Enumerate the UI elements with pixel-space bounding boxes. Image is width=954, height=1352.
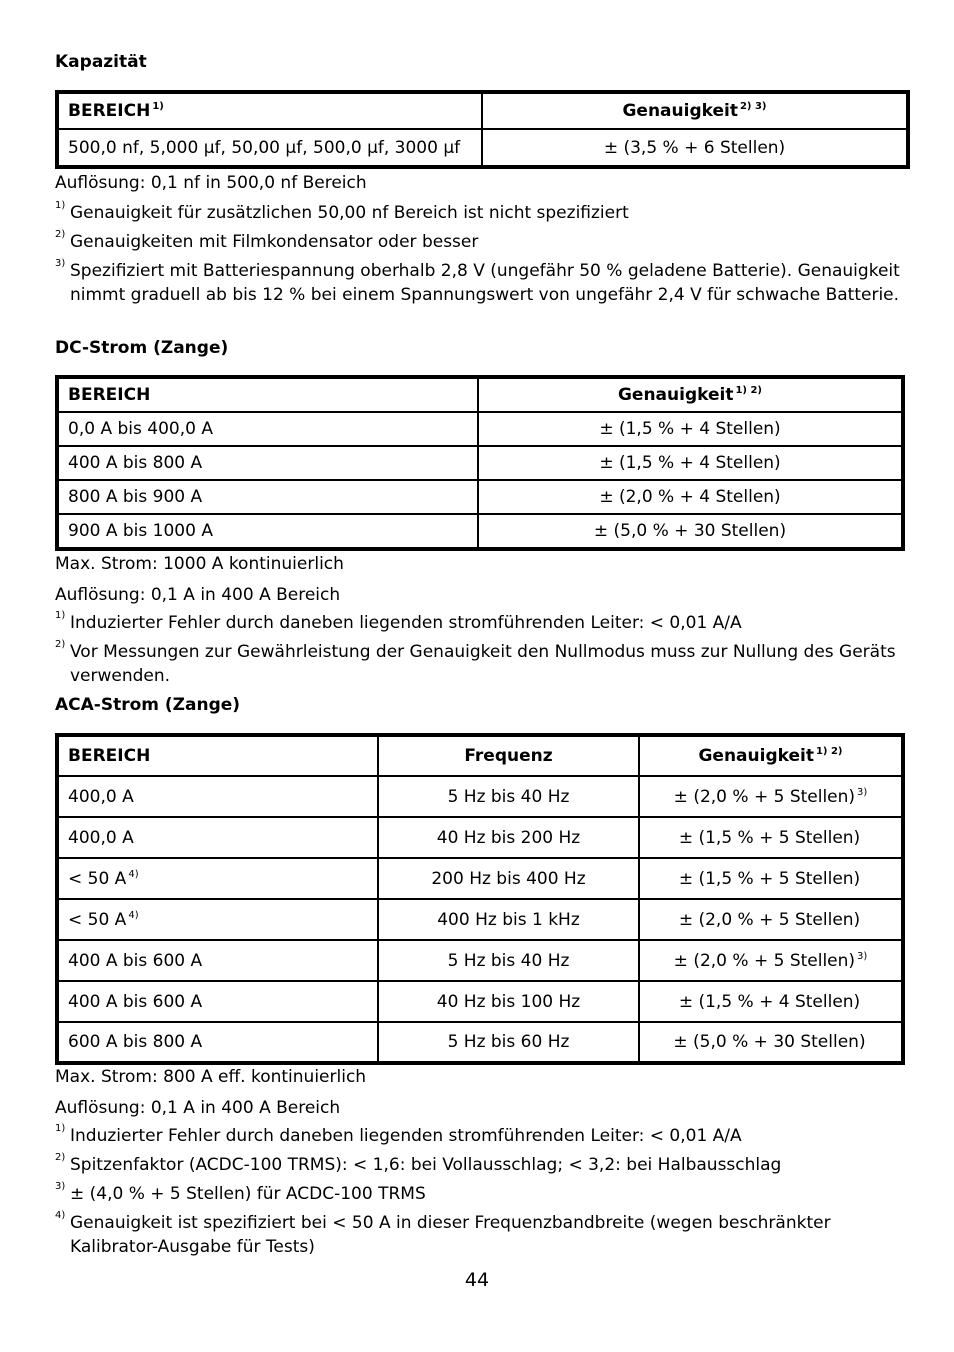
frequency-cell: 5 Hz bis 60 Hz [378, 1022, 639, 1063]
range-cell: 400 A bis 600 A [57, 940, 378, 981]
table-row [57, 480, 903, 514]
resolution-note: Auflösung: 0,1 nf in 500,0 nf Bereich [55, 173, 367, 193]
accuracy-header: Genauigkeit $^{1) 2)}$ [478, 377, 903, 412]
accuracy-cell: ± (1,5 % + 5 Stellen) [639, 817, 903, 858]
accuracy-cell: ± (1,5 % + 4 Stellen) [639, 981, 903, 1022]
accuracy-cell: ± (1,5 % + 4 Stellen) [478, 446, 903, 480]
table-header-row [57, 735, 903, 776]
table-row [57, 776, 903, 817]
table-header-row [57, 377, 903, 412]
table-row [57, 129, 908, 167]
range-header: BEREICH [57, 377, 478, 412]
resolution-note: Auflösung: 0,1 A in 400 A Bereich [55, 1098, 341, 1118]
range-cell: 400,0 A [57, 817, 378, 858]
footnote: 1) Induzierter Fehler durch daneben liegenden stromführenden Leiter: < 0,01 A/A [55, 610, 742, 633]
max-current-note: Max. Strom: 800 A eff. kontinuierlich [55, 1067, 367, 1087]
accuracy-header: Genauigkeit $^{2) 3)}$ [482, 92, 908, 129]
frequency-header: Frequenz [378, 735, 639, 776]
table-row [57, 899, 903, 940]
table-header-row [57, 92, 908, 129]
table-row [57, 940, 903, 981]
frequency-cell: 40 Hz bis 100 Hz [378, 981, 639, 1022]
footnote: 2) Genauigkeiten mit Filmkondensator oder besser [55, 229, 479, 252]
footnote-ref: 1) 2) [815, 746, 843, 757]
table-row [57, 817, 903, 858]
capacitance-table [55, 90, 910, 169]
dc-current-table [55, 375, 905, 551]
frequency-cell: 5 Hz bis 40 Hz [378, 776, 639, 817]
frequency-cell: 5 Hz bis 40 Hz [378, 940, 639, 981]
accuracy-cell: ± (1,5 % + 4 Stellen) [478, 412, 903, 446]
accuracy-cell: ± (2,0 % + 5 Stellen) $^{3)}$ [639, 776, 903, 817]
accuracy-cell: ± (3,5 % + 6 Stellen) [482, 129, 908, 167]
resolution-note: Auflösung: 0,1 A in 400 A Bereich [55, 585, 341, 605]
range-header: BEREICH $^{1)}$ [57, 92, 482, 129]
range-cell: 0,0 A bis 400,0 A [57, 412, 478, 446]
table-row [57, 446, 903, 480]
dc-current-heading: DC-Strom (Zange) [55, 338, 229, 358]
footnote: 3) ± (4,0 % + 5 Stellen) für ACDC-100 TRMS [55, 1181, 426, 1204]
range-cell: 400 A bis 800 A [57, 446, 478, 480]
footnote: 1) Induzierter Fehler durch daneben liegenden stromführenden Leiter: < 0,01 A/A [55, 1123, 742, 1146]
range-cell: < 50 A $^{4)}$ [57, 899, 378, 940]
range-cell: 600 A bis 800 A [57, 1022, 378, 1063]
range-cell: < 50 A $^{4)}$ [57, 858, 378, 899]
footnote-ref: 2) 3) [739, 101, 767, 112]
ac-current-table [55, 733, 905, 1065]
footnote: 2) Spitzenfaktor (ACDC-100 TRMS): < 1,6: bei Vollausschlag; < 3,2: bei Halbausschlag [55, 1152, 782, 1175]
footnote-ref: 1) 2) [735, 385, 763, 396]
ac-current-heading: ACA-Strom (Zange) [55, 695, 241, 715]
table-row [57, 412, 903, 446]
capacitance-heading: Kapazität [55, 52, 147, 72]
table-row [57, 1022, 903, 1063]
footnote-ref: 1) [152, 101, 164, 112]
footnote: 4) Genauigkeit ist spezifiziert bei < 50 A in dieser Frequenzbandbreite (wegen beschränkter Kalibrator-Ausgabe für Tests) [55, 1210, 831, 1257]
range-header: BEREICH [57, 735, 378, 776]
frequency-cell: 40 Hz bis 200 Hz [378, 817, 639, 858]
range-cell: 400,0 A [57, 776, 378, 817]
accuracy-cell: ± (5,0 % + 30 Stellen) [639, 1022, 903, 1063]
range-cell: 500,0 nf, 5,000 µf, 50,00 µf, 500,0 µf, 3000 µf [57, 129, 482, 167]
range-cell: 900 A bis 1000 A [57, 514, 478, 549]
page-number: 44 [464, 1269, 490, 1291]
footnote: 3) Spezifiziert mit Batteriespannung oberhalb 2,8 V (ungefähr 50 % geladene Batterie). Genauigkeit nimmt graduell ab bis 12 % bei einem Spannungswert von ungefähr 2,4 V für schwache Batterie. [55, 258, 900, 305]
accuracy-cell: ± (2,0 % + 4 Stellen) [478, 480, 903, 514]
accuracy-cell: ± (2,0 % + 5 Stellen) [639, 899, 903, 940]
accuracy-header: Genauigkeit $^{1) 2)}$ [639, 735, 903, 776]
table-row [57, 981, 903, 1022]
frequency-cell: 400 Hz bis 1 kHz [378, 899, 639, 940]
accuracy-cell: ± (5,0 % + 30 Stellen) [478, 514, 903, 549]
footnote: 2) Vor Messungen zur Gewährleistung der Genauigkeit den Nullmodus muss zur Nullung des Geräts verwenden. [55, 639, 896, 686]
accuracy-cell: ± (1,5 % + 5 Stellen) [639, 858, 903, 899]
range-cell: 400 A bis 600 A [57, 981, 378, 1022]
frequency-cell: 200 Hz bis 400 Hz [378, 858, 639, 899]
accuracy-cell: ± (2,0 % + 5 Stellen) $^{3)}$ [639, 940, 903, 981]
table-row [57, 858, 903, 899]
table-row [57, 514, 903, 549]
max-current-note: Max. Strom: 1000 A kontinuierlich [55, 554, 344, 574]
footnote: 1) Genauigkeit für zusätzlichen 50,00 nf Bereich ist nicht spezifiziert [55, 200, 629, 223]
range-cell: 800 A bis 900 A [57, 480, 478, 514]
